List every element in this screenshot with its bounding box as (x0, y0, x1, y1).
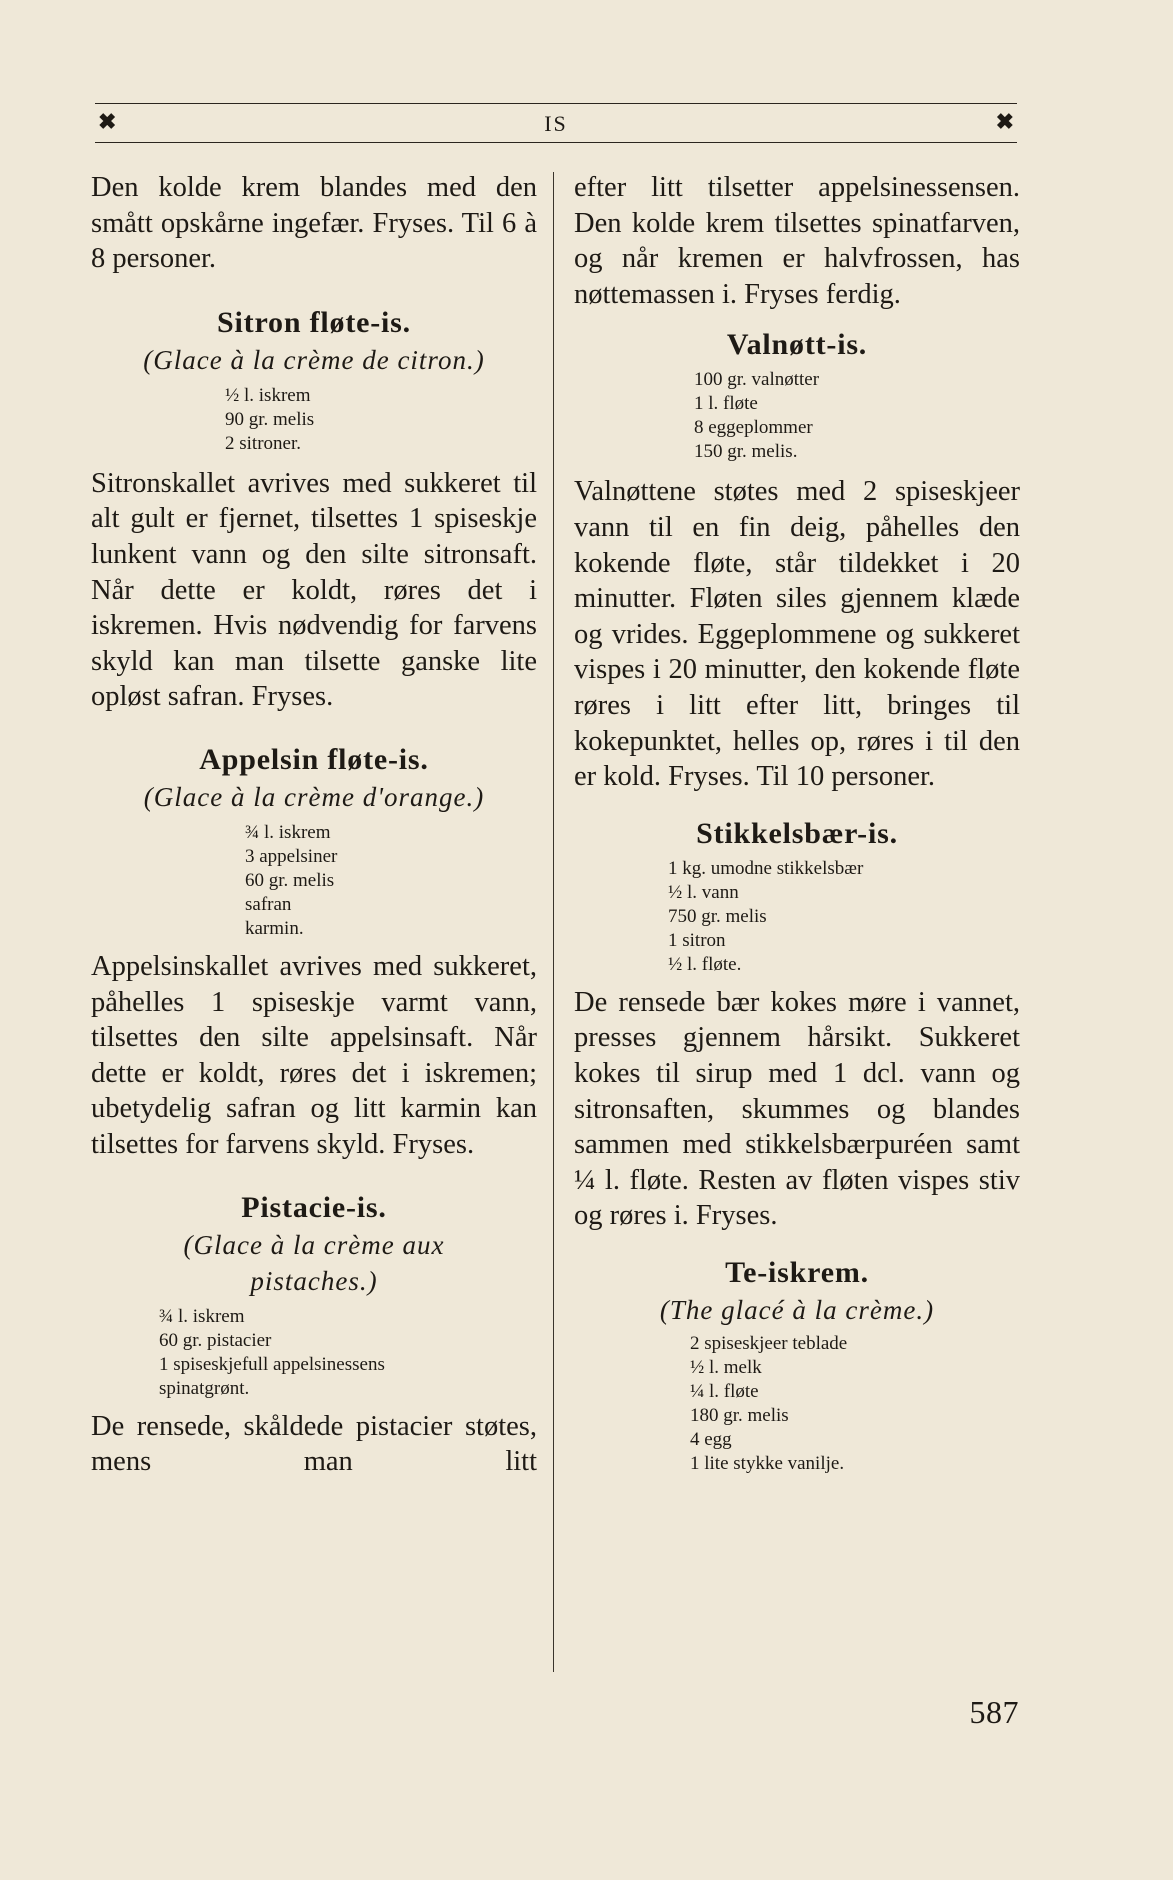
recipe-title-stikkelsbaer: Stikkelsbær-is. (696, 816, 898, 850)
ingredient-item: karmin. (245, 917, 304, 939)
ingredient-item: 2 sitroner. (225, 432, 301, 454)
ingredient-item: safran (245, 893, 292, 915)
recipe-title-valnott: Valnøtt-is. (726, 328, 868, 362)
recipe-text-valnott: Valnøttene støtes med 2 spiseskjeer vann til en fin deig, påhelles den kokende fløte, står tildekket i 20 minutter. Fløten siles gjennem klæde og vrides. Eggeplommene og sukkeret vispes i 20 minutter, den kokende fløte røres i litt efter litt, bringes til kokepunktet, helles op, røres i til den er kold. Fryses. Til 10 personer. (574, 476, 1020, 793)
running-header (95, 103, 1017, 143)
ingredient-item: 8 eggeplommer (694, 417, 813, 439)
recipe-title-te-iskrem: Te-iskrem. (725, 1255, 869, 1289)
ingredient-item: ¾ l. iskrem (245, 821, 331, 843)
ingredient-item: ½ l. iskrem (225, 384, 311, 406)
recipe-title-pistacie: Pistacie-is. (241, 1190, 387, 1224)
continuation-paragraph: efter litt tilsetter appelsinessensen. Den kolde krem tilsettes spinatfarven, og når kremen er halvfrossen, has nøttemassen i. Fryses ferdig. (574, 172, 1020, 310)
ingredient-item: ¾ l. iskrem (159, 1305, 245, 1327)
ingredient-item: 90 gr. melis (225, 408, 315, 430)
ingredient-item: 1 lite stykke vanilje. (690, 1452, 845, 1474)
ingredient-item: 3 appelsiner (245, 845, 338, 867)
recipe-subtitle-pistacie: (Glace à la crème aux pistaches.) (183, 1229, 445, 1296)
recipe-text-sitron: Sitronskallet avrives med sukkeret til alt gult er fjernet, tilsettes 1 spiseskje lunkent vann og den silte sitronsaft. Når dette er koldt, røres det i iskremen. Hvis nødvendig for farvens skyld kan man tilsette ganske lite opløst safran. Fryses. (91, 467, 537, 713)
ingredient-item: 4 egg (690, 1428, 732, 1450)
recipe-subtitle-appelsin: (Glace à la crème d'orange.) (143, 781, 485, 812)
recipe-text-pistacie: De rensede, skåldede pistacier støtes, mens man litt (91, 1410, 537, 1478)
ingredient-list-te-iskrem (690, 1332, 1020, 1476)
recipe-text-appelsin: Appelsinskallet avrives med sukkeret, påhelles 1 spiseskje varmt vann, tilsettes den silte appelsinsaft. Når dette er koldt, røres det i iskremen; ubetydelig safran og litt karmin kan tilsettes for farvens skyld. Fryses. (91, 950, 537, 1160)
ingredient-list-pistacie (159, 1305, 537, 1401)
ingredient-list-appelsin (245, 821, 537, 941)
running-title: IS (544, 111, 568, 136)
ingredient-item: ¼ l. fløte (690, 1380, 759, 1402)
ingredient-item: 2 spiseskjeer teblade (690, 1332, 848, 1354)
recipe-subtitle-te-iskrem: (The glacé à la crème.) (659, 1294, 935, 1325)
ingredient-item: ½ l. vann (668, 881, 739, 903)
recipe-title-appelsin: Appelsin fløte-is. (199, 742, 429, 776)
ingredient-list-valnott (694, 368, 1020, 464)
ornament-right-icon: ✖ (995, 109, 1014, 134)
ingredient-list-stikkelsbaer (668, 857, 1020, 977)
ingredient-item: 1 kg. umodne stikkelsbær (668, 857, 864, 879)
ornament-left-icon: ✖ (98, 109, 117, 134)
right-column (574, 170, 1020, 1476)
page-number: 587 (969, 1694, 1019, 1730)
ingredient-item: 750 gr. melis (668, 905, 767, 927)
ingredient-item: 100 gr. valnøtter (694, 369, 820, 391)
ingredient-item: ½ l. melk (690, 1356, 762, 1378)
ingredient-item: 150 gr. melis. (694, 441, 798, 463)
ingredient-list-sitron (225, 384, 537, 456)
recipe-title-sitron: Sitron fløte-is. (217, 305, 411, 339)
ingredient-item: 60 gr. pistacier (159, 1329, 272, 1351)
ingredient-item: 180 gr. melis (690, 1404, 789, 1426)
recipe-subtitle-sitron: (Glace à la crème de citron.) (143, 344, 485, 375)
left-column (91, 170, 537, 1480)
ingredient-item: 1 sitron (668, 929, 726, 951)
ingredient-item: 1 l. fløte (694, 393, 758, 415)
ingredient-item: 1 spiseskjefull appelsinessens (159, 1353, 385, 1375)
column-divider (553, 172, 554, 1672)
recipe-text-stikkelsbaer: De rensede bær kokes møre i vannet, presses gjennem hårsikt. Sukkeret kokes til sirup med 1 dcl. vann og sitronsaften, skummes og blandes sammen med stikkelsbærpuréen samt ¼ l. fløte. Resten av fløten vispes stiv og røres i. Fryses. (574, 986, 1020, 1232)
ingredient-item: 60 gr. melis (245, 869, 335, 891)
ingredient-item: ½ l. fløte. (668, 953, 742, 975)
intro-paragraph: Den kolde krem blandes med den smått opskårne ingefær. Fryses. Til 6 à 8 personer. (91, 172, 537, 275)
ingredient-item: spinatgrønt. (159, 1377, 250, 1399)
